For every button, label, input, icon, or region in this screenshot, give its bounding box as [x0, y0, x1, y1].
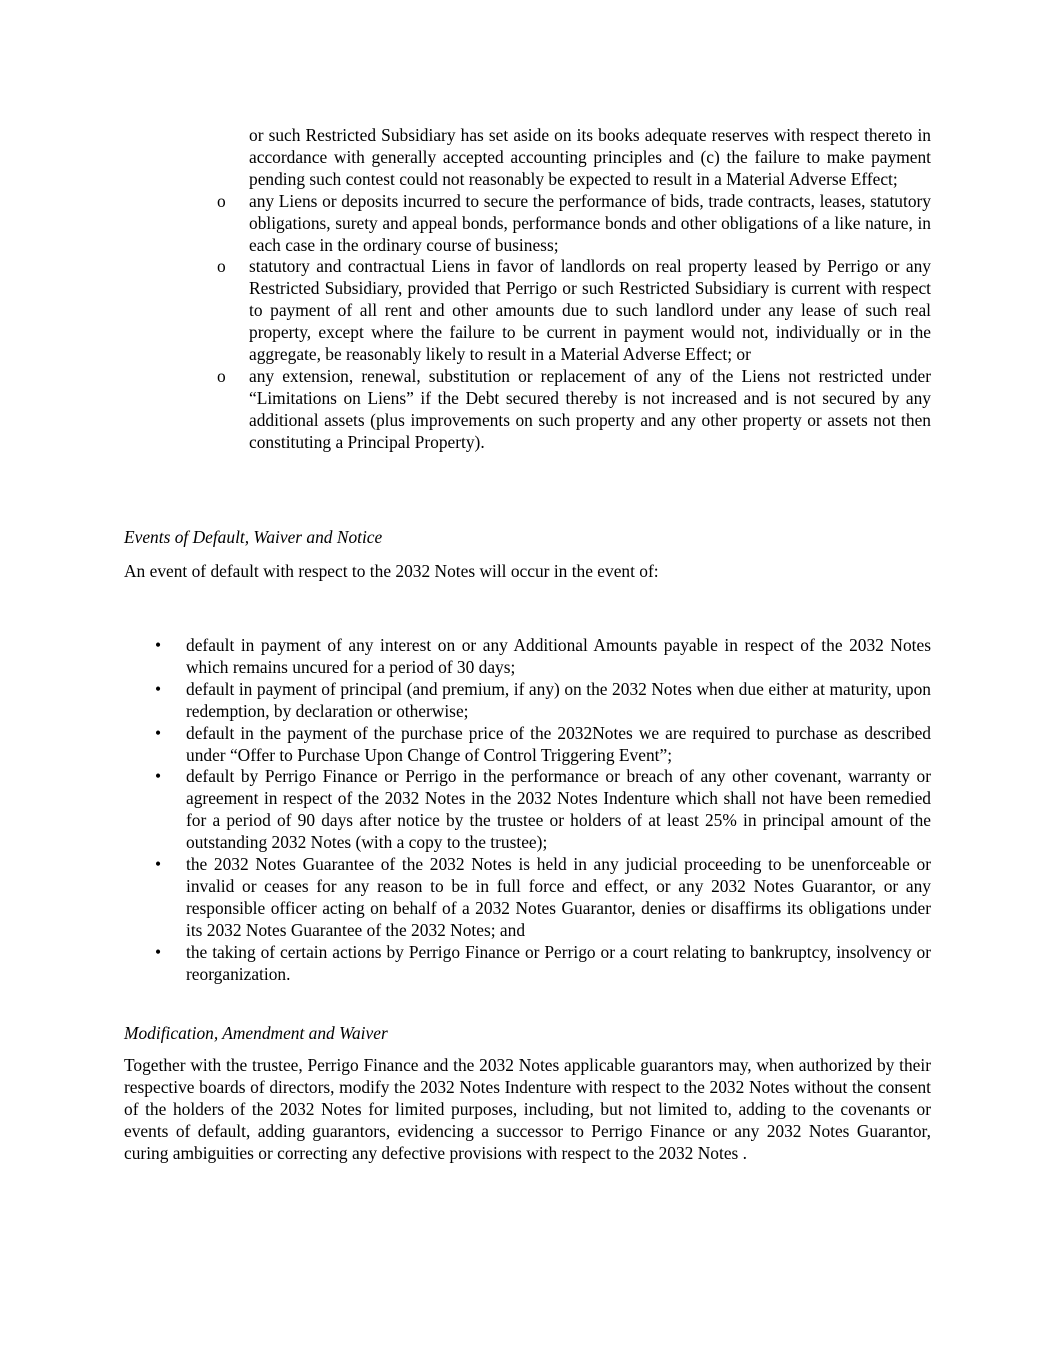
sublist-marker: o	[217, 190, 226, 211]
list-item	[155, 942, 931, 986]
events-intro-text: An event of default with respect to the 2032 Notes will occur in the event of:	[124, 561, 659, 581]
bullet-icon: •	[155, 722, 162, 743]
list-item	[155, 723, 931, 767]
bullet-icon: •	[155, 678, 162, 699]
sublist-marker: o	[217, 365, 226, 386]
sublist-item-text: any extension, renewal, substitution or replacement of any of the Liens not restricted under “Limitations on Liens” if the Debt secured thereby is not increased and is not secured by any additional assets (plus improvements on such property and any other property or assets not then constituting a Principal Property).	[249, 365, 931, 452]
modification-paragraph: Together with the trustee, Perrigo Finance and the 2032 Notes applicable guarantors may, when authorized by their respective boards of directors, modify the 2032 Notes Indenture with respect to the 2032 Notes without the consent of the holders of the 2032 Notes for limited purposes, including, but not limited to, adding to the covenants or events of default, adding guarantors, evidencing a successor to Perrigo Finance or any 2032 Notes Guarantor, curing ambiguities or correcting any defective provisions with respect to the 2032 Notes .	[124, 1055, 931, 1163]
bullet-icon: •	[155, 854, 162, 875]
bullet-icon: •	[155, 941, 162, 962]
sublist-item	[217, 366, 931, 454]
liens-sublist	[217, 125, 931, 454]
list-item	[155, 679, 931, 723]
list-item	[155, 854, 931, 942]
bullet-icon: •	[155, 766, 162, 787]
list-item-text: default in payment of principal (and premium, if any) on the 2032 Notes when due either at maturity, upon redemption, by declaration or otherwise;	[186, 678, 931, 721]
sublist-item-text: or such Restricted Subsidiary has set aside on its books adequate reserves with respect thereto in accordance with generally accepted accounting principles and (c) the failure to make payment pending such contest could not reasonably be expected to result in a Material Adverse Effect;	[249, 125, 931, 189]
list-item-text: the 2032 Notes Guarantee of the 2032 Notes is held in any judicial proceeding to be unenforceable or invalid or ceases for any reason to be in full force and effect, or any 2032 Notes Guarantor, or any responsible officer acting on behalf of a 2032 Notes Guarantor, denies or disaffirms its obligations under its 2032 Notes Guarantee of the 2032 Notes; and	[186, 854, 931, 940]
list-item	[155, 635, 931, 679]
sublist-item-text: statutory and contractual Liens in favor of landlords on real property leased by Perrigo or any Restricted Subsidiary, provided that Perrigo or such Restricted Subsidiary is current with respect to payment of all rent and other amounts due to such landlord under any lease of such real property, except where the failure to be current in payment would not, individually or in the aggregate, be reasonably likely to result in a Material Adverse Effect; or	[249, 256, 931, 365]
bullet-icon: •	[155, 635, 162, 655]
events-of-default-list	[155, 635, 931, 986]
list-item-text: default by Perrigo Finance or Perrigo in the performance or breach of any other covenant, warranty or agreement in respect of the 2032 Notes in the 2032 Notes Indenture which shall not have been remedied for a period of 90 days after notice by the trustee or holders of at least 25% in principal amount of the outstanding 2032 Notes (with a copy to the trustee);	[186, 766, 931, 853]
modification-heading: Modification, Amendment and Waiver	[124, 1023, 388, 1043]
sublist-item-text: any Liens or deposits incurred to secure the performance of bids, trade contracts, leases, statutory obligations, surety and appeal bonds, performance bonds and other obligations of a like nature, in each case in the ordinary course of business;	[249, 190, 931, 255]
list-item-text: default in the payment of the purchase price of the 2032Notes we are required to purchase as described under “Offer to Purchase Upon Change of Control Triggering Event”;	[186, 722, 931, 765]
sublist-item	[217, 125, 931, 191]
sublist-item	[217, 191, 931, 257]
sublist-marker: o	[217, 256, 226, 277]
list-item-text: the taking of certain actions by Perrigo Finance or Perrigo or a court relating to bankruptcy, insolvency or reorganization.	[186, 941, 931, 984]
sublist-item	[217, 256, 931, 366]
list-item	[155, 766, 931, 854]
list-item-text: default in payment of any interest on or any Additional Amounts payable in respect of the 2032 Notes which remains uncured for a period of 30 days;	[186, 635, 931, 677]
events-of-default-heading: Events of Default, Waiver and Notice	[124, 527, 383, 547]
